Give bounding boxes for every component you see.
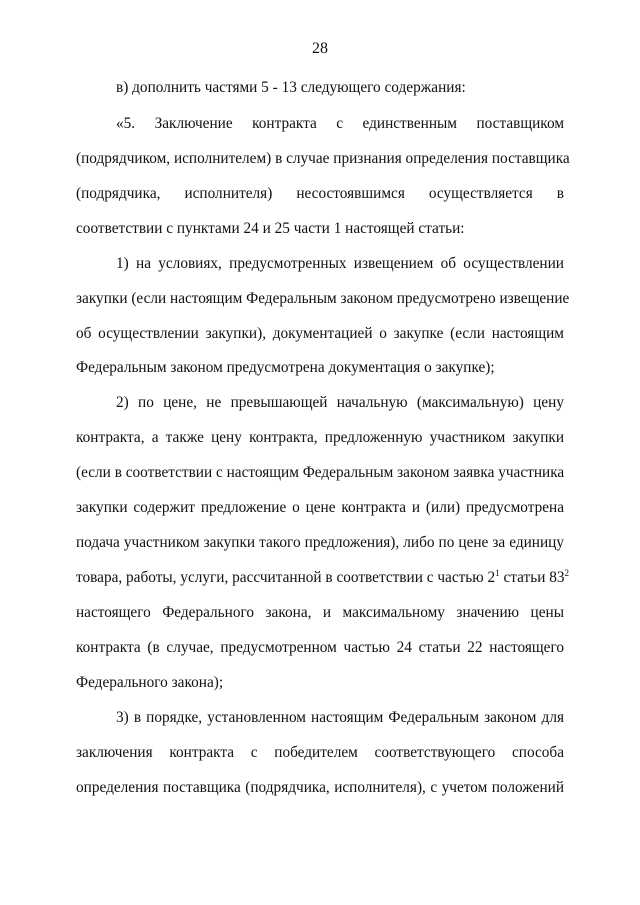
superscript: 1 [495, 568, 500, 578]
text-line: (если в соответствии с настоящим Федеральным законом заявка участника [76, 464, 565, 481]
text-fragment: товара, работы, услуги, рассчитанной в соответствии с частью 2 [76, 569, 496, 586]
text-line: контракта, а также цену контракта, предложенную участником закупки [76, 429, 564, 446]
text-line: в) дополнить частями 5 - 13 следующего содержания: [116, 79, 466, 96]
text-line: определения поставщика (подрядчика, исполнителя), с учетом положений [76, 779, 564, 796]
text-line: 1) на условиях, предусмотренных извещением об осуществлении [116, 255, 564, 272]
text-line: Федеральным законом предусмотрена документация о закупке); [76, 359, 495, 376]
text-line: подача участником закупки такого предложения), либо по цене за единицу [76, 534, 564, 551]
text-line: соответствии с пунктами 24 и 25 части 1 настоящей статьи: [76, 220, 465, 237]
superscript: 2 [564, 568, 570, 578]
text-line: (подрядчика, исполнителя) несостоявшимся осуществляется в [76, 185, 564, 202]
text-line: 3) в порядке, установленном настоящим Федеральным законом для [116, 709, 564, 726]
text-line: (подрядчиком, исполнителем) в случае признания определения поставщика [76, 150, 570, 167]
text-line: об осуществлении закупки), документацией о закупке (если настоящим [76, 325, 564, 342]
text-line: Федерального закона); [76, 674, 224, 691]
text-line: контракта (в случае, предусмотренном частью 24 статьи 22 настоящего [76, 639, 564, 656]
text-line: закупки (если настоящим Федеральным законом предусмотрено извещение [76, 290, 570, 307]
text-line [76, 567, 570, 589]
text-line: настоящего Федерального закона, и максимальному значению цены [76, 604, 564, 621]
page-number: 28 [312, 40, 328, 57]
text-line: 2) по цене, не превышающей начальную (максимальную) цену [116, 394, 564, 411]
text-line: закупки содержит предложение о цене контракта и (или) предусмотрена [76, 499, 564, 516]
text-line: заключения контракта с победителем соответствующего способа [76, 744, 564, 761]
text-fragment: статьи 83 [499, 569, 565, 586]
text-line: «5. Заключение контракта с единственным поставщиком [116, 115, 564, 132]
